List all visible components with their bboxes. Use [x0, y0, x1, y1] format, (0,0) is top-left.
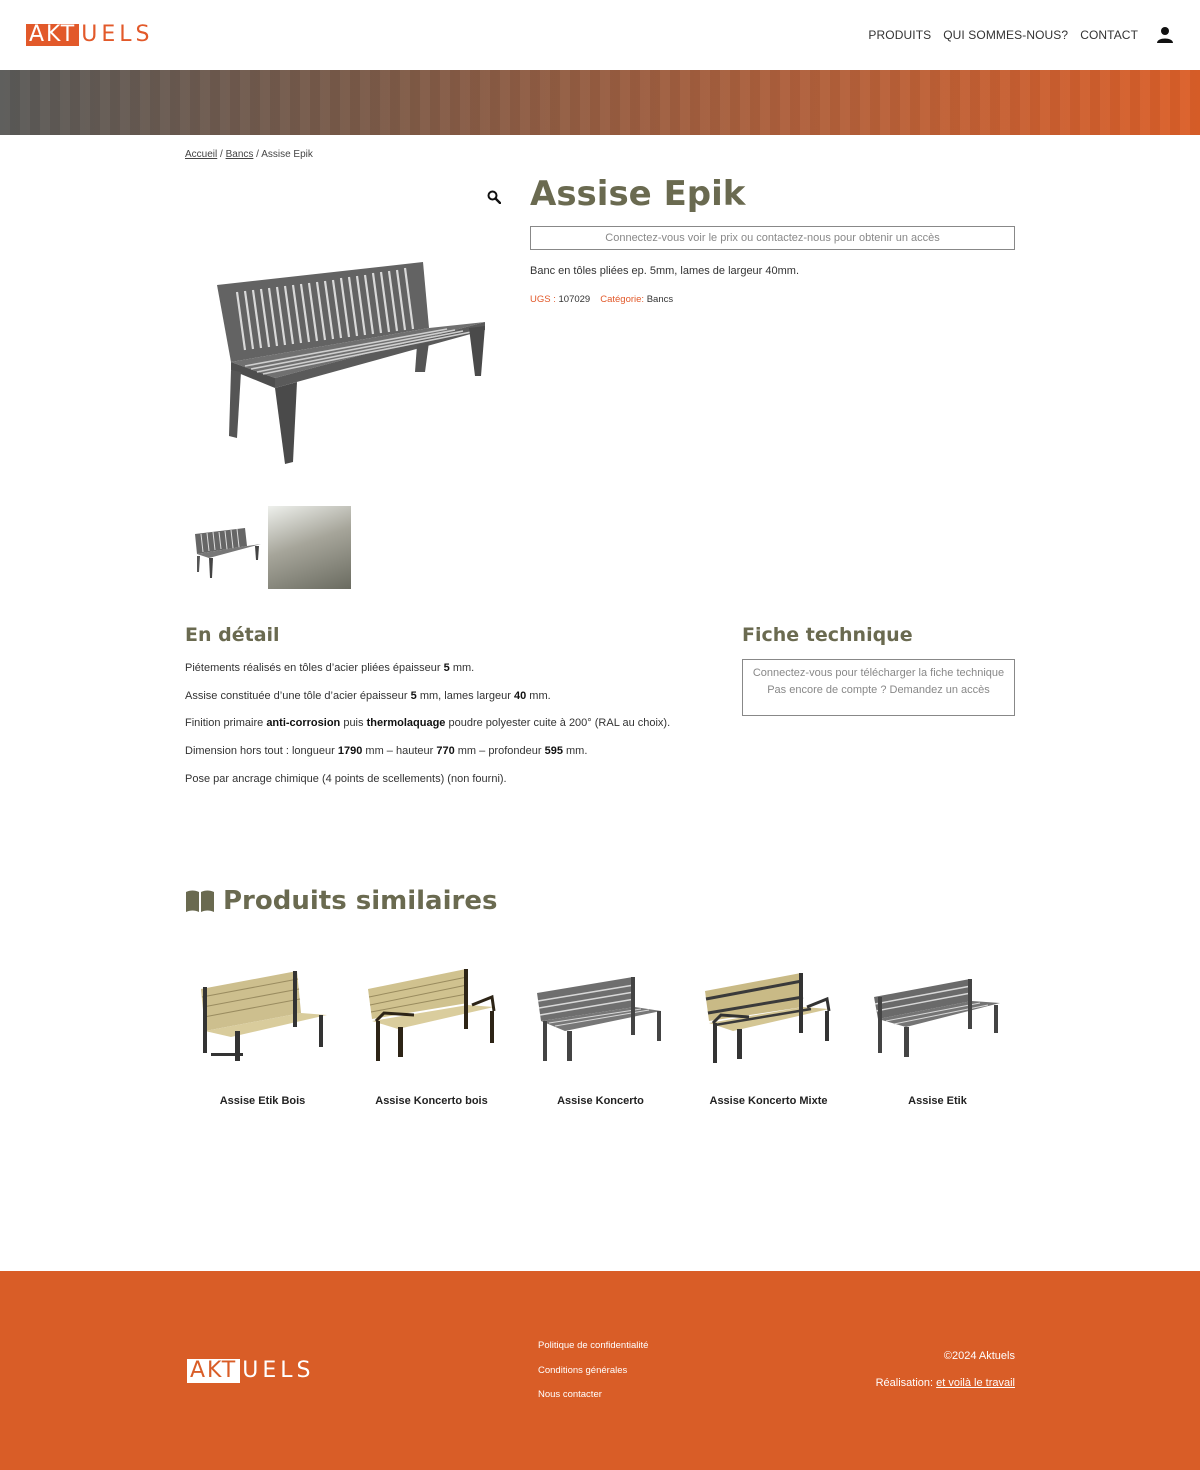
sku-value: 107029 — [558, 294, 591, 305]
footer-link-contact[interactable]: Nous contacter — [538, 1389, 602, 1400]
similar-heading — [185, 886, 497, 916]
detail-line: Piétements réalisés en tôles d’acier pliées épaisseur 5 mm. — [185, 662, 475, 674]
category-label: Catégorie: — [600, 294, 645, 305]
fiche-request-access[interactable]: Pas encore de compte ? Demandez un accès — [767, 683, 990, 696]
similar-heading-text: Produits similaires — [223, 886, 498, 916]
similar-product-name[interactable]: Assise Koncerto bois — [375, 1095, 488, 1107]
similar-product-image — [691, 955, 846, 1075]
detail-line: Pose par ancrage chimique (4 points de scellements) (non fourni). — [185, 772, 507, 785]
footer-credit-label: Réalisation: — [875, 1377, 934, 1389]
fiche-heading: Fiche technique — [742, 624, 913, 646]
similar-product-card[interactable] — [185, 955, 340, 1107]
fiche-login-prompt[interactable] — [742, 659, 1015, 716]
breadcrumb-home[interactable]: Accueil — [185, 149, 218, 160]
detail-line: Dimension hors tout : longueur 1790 mm – hauteur 770 mm – profondeur 595 mm. — [185, 745, 588, 758]
similar-product-card[interactable] — [860, 955, 1015, 1107]
zoom-icon[interactable] — [487, 190, 501, 204]
detail-list — [185, 662, 725, 800]
product-main-image[interactable] — [185, 210, 505, 490]
product-thumbnail[interactable] — [185, 506, 268, 589]
similar-product-image — [185, 955, 340, 1075]
logo-text: UELS — [81, 22, 154, 47]
similar-product-card[interactable] — [354, 955, 509, 1107]
product-short-description: Banc en tôles pliées ep. 5mm, lames de largeur 40mm. — [530, 265, 800, 277]
similar-product-name[interactable]: Assise Etik — [908, 1095, 967, 1107]
footer-copyright: ©2024 Aktuels — [943, 1350, 1015, 1362]
site-logo[interactable] — [26, 24, 153, 46]
similar-product-image — [860, 955, 1015, 1075]
page-banner — [0, 70, 1200, 135]
nav-produits[interactable]: PRODUITS — [868, 28, 932, 42]
book-open-icon — [185, 889, 215, 913]
product-title: Assise Epik — [530, 174, 746, 214]
nav-qui-sommes-nous[interactable]: QUI SOMMES-NOUS? — [943, 28, 1069, 42]
breadcrumb-separator: / — [253, 149, 262, 160]
fiche-login-text: Connectez-vous pour télécharger la fiche technique — [752, 667, 1005, 679]
footer-link-privacy[interactable]: Politique de confidentialité — [538, 1340, 649, 1351]
similar-product-image — [354, 955, 509, 1075]
detail-line: Assise constituée d’une tôle d’acier épaisseur 5 mm, lames largeur 40 mm. — [185, 689, 551, 702]
price-login-prompt[interactable]: Connectez-vous voir le prix ou contactez-nous pour obtenir un accès — [530, 226, 1015, 250]
product-meta — [530, 294, 673, 305]
user-account-icon[interactable] — [1156, 26, 1174, 44]
sku-label: UGS : — [530, 294, 556, 305]
breadcrumb-separator: / — [217, 149, 226, 160]
footer-logo[interactable] — [187, 1359, 314, 1383]
nav-contact[interactable]: CONTACT — [1080, 28, 1138, 42]
detail-heading: En détail — [185, 624, 280, 646]
footer-logo-box: AKT — [187, 1359, 240, 1383]
similar-product-name[interactable]: Assise Koncerto Mixte — [709, 1095, 828, 1107]
footer-logo-text: UELS — [242, 1358, 315, 1383]
breadcrumb-category[interactable]: Bancs — [225, 149, 254, 160]
product-thumbnail-photo[interactable] — [268, 506, 351, 589]
footer-credits — [876, 1350, 1015, 1389]
site-header — [0, 0, 1200, 70]
similar-product-name[interactable]: Assise Koncerto — [557, 1095, 644, 1107]
footer-credit-link[interactable]: et voilà le travail — [936, 1377, 1015, 1389]
similar-product-name[interactable]: Assise Etik Bois — [219, 1095, 306, 1107]
footer-links — [538, 1340, 648, 1414]
footer-link-terms[interactable]: Conditions générales — [538, 1364, 628, 1376]
similar-product-card[interactable] — [691, 955, 846, 1107]
similar-product-image — [523, 955, 678, 1075]
detail-line: Finition primaire anti-corrosion puis thermolaquage poudre polyester cuite à 200° (RAL au choix). — [185, 717, 671, 730]
logo-box: AKT — [26, 24, 79, 46]
main-nav — [868, 26, 1174, 44]
category-link[interactable]: Bancs — [646, 294, 674, 305]
similar-product-card[interactable] — [523, 955, 678, 1107]
breadcrumb — [185, 149, 313, 160]
breadcrumb-current: Assise Epik — [261, 149, 313, 160]
